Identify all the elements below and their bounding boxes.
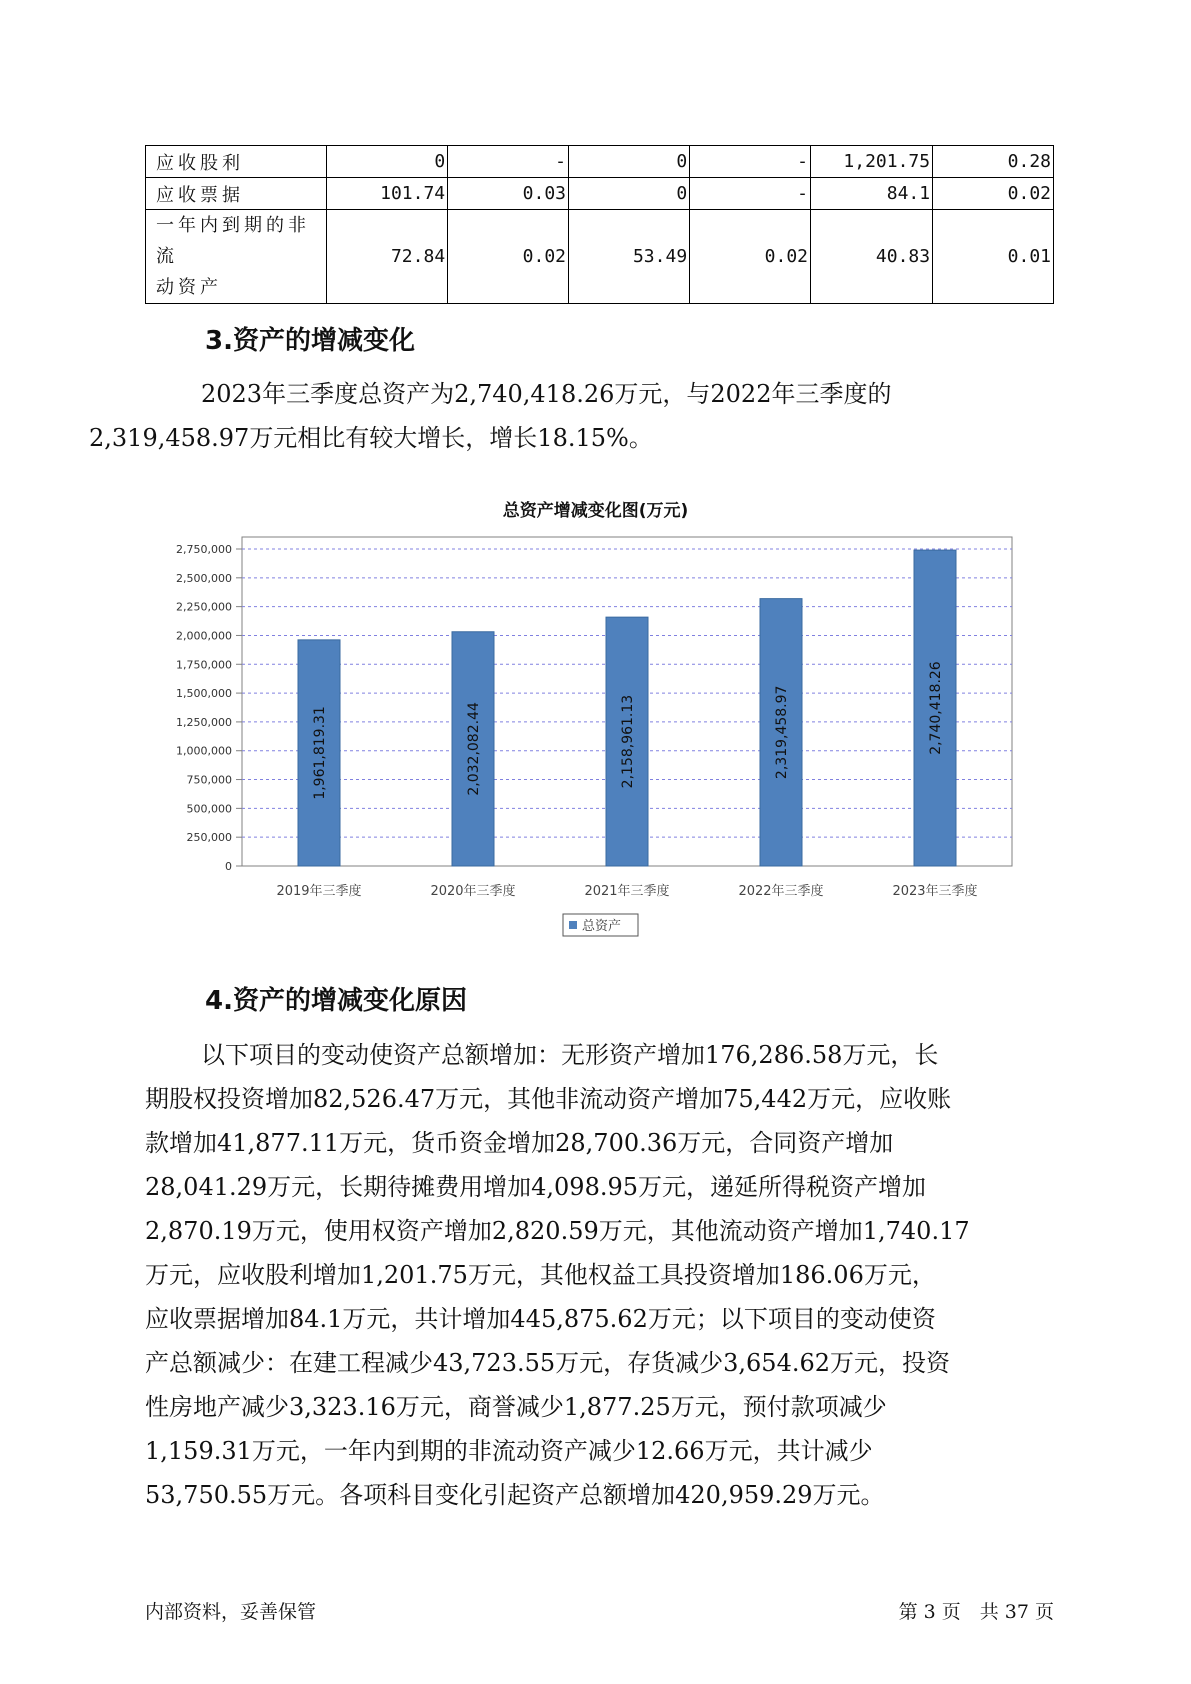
- paragraph-line: 2,870.19万元，使用权资产增加2,820.59万元，其他流动资产增加1,740.17: [145, 1217, 970, 1245]
- row-label-line: 一年内到期的非流: [156, 215, 310, 267]
- paragraph-line: 产总额减少：在建工程减少43,723.55万元，存货减少3,654.62万元，投资: [145, 1349, 951, 1377]
- y-tick-label: 500,000: [186, 802, 232, 816]
- table-cell: 0.01: [933, 210, 1054, 304]
- legend-swatch: [569, 921, 577, 929]
- paragraph-line: 应收票据增加84.1万元，共计增加445,875.62万元；以下项目的变动使资: [145, 1305, 936, 1333]
- bar-data-label: 2,032,082.44: [466, 702, 482, 796]
- y-tick-label: 1,750,000: [176, 658, 232, 672]
- table-cell: -: [448, 146, 569, 178]
- table-cell: 1,201.75: [811, 146, 933, 178]
- table-cell: 84.1: [811, 178, 933, 210]
- y-tick-label: 2,250,000: [176, 600, 232, 614]
- y-tick-label: 1,000,000: [176, 744, 232, 758]
- bar-data-label: 1,961,819.31: [312, 706, 328, 800]
- paragraph: [145, 1033, 1055, 1517]
- x-tick-label: 2019年三季度: [276, 884, 362, 899]
- y-tick-label: 0: [225, 860, 232, 873]
- paragraph-line: 万元，应收股利增加1,201.75万元，其他权益工具投资增加186.06万元，: [145, 1261, 936, 1289]
- y-tick-label: 2,750,000: [176, 543, 232, 556]
- paragraph-line: 1,159.31万元，一年内到期的非流动资产减少12.66万元，共计减少: [145, 1437, 873, 1465]
- y-tick-label: 1,500,000: [176, 687, 232, 701]
- paragraph-line: 性房地产减少3,323.16万元，商誉减少1,877.25万元，预付款项减少: [145, 1393, 887, 1421]
- table-cell: 0.28: [933, 146, 1054, 178]
- paragraph-line: 2023年三季度总资产为2,740,418.26万元，与2022年三季度的: [201, 380, 892, 408]
- table-cell: 0.03: [448, 178, 569, 210]
- table-cell: 0.02: [690, 210, 811, 304]
- row-label-line: 动资产: [156, 277, 222, 298]
- row-label: 应收股利: [146, 146, 327, 178]
- x-tick-label: 2021年三季度: [584, 884, 670, 899]
- y-tick-label: 750,000: [186, 773, 232, 787]
- footer-left: 内部资料，妥善保管: [145, 1601, 317, 1623]
- table-cell: -: [690, 178, 811, 210]
- section-heading: 4.资产的增减变化原因: [205, 986, 467, 1016]
- table-cell: 0: [326, 146, 447, 178]
- x-tick-label: 2022年三季度: [738, 884, 824, 899]
- paragraph-line: 2,319,458.97万元相比有较大增长，增长18.15%。: [89, 424, 653, 452]
- paragraph-line: 28,041.29万元，长期待摊费用增加4,098.95万元，递延所得税资产增加: [145, 1173, 927, 1201]
- paragraph-line: 款增加41,877.11万元，货币资金增加28,700.36万元，合同资产增加: [145, 1129, 894, 1157]
- y-tick-label: 2,500,000: [176, 571, 232, 585]
- chart-title: 总资产增减变化图(万元): [502, 501, 689, 521]
- x-tick-label: 2023年三季度: [892, 884, 978, 899]
- paragraph-line: 53,750.55万元。各项科目变化引起资产总额增加420,959.29万元。: [145, 1481, 885, 1509]
- paragraph-line: 以下项目的变动使资产总额增加：无形资产增加176,286.58万元，长: [201, 1041, 939, 1069]
- y-tick-label: 250,000: [186, 831, 232, 845]
- legend-label: 总资产: [582, 919, 622, 934]
- footer-page-number: 第 3 页 共 37 页: [898, 1601, 1054, 1623]
- row-label: 应收票据: [146, 178, 327, 210]
- y-tick-label: 1,250,000: [176, 715, 232, 729]
- bar-data-label: 2,158,961.13: [620, 694, 636, 789]
- table-cell: 101.74: [326, 178, 447, 210]
- y-tick-label: 2,000,000: [176, 629, 232, 643]
- table-cell: 53.49: [569, 210, 690, 304]
- bar-data-label: 2,740,418.26: [928, 661, 944, 755]
- paragraph-line: 期股权投资增加82,526.47万元，其他非流动资产增加75,442万元，应收账: [145, 1085, 952, 1113]
- table-cell: -: [690, 146, 811, 178]
- bar-data-label: 2,319,458.97: [774, 685, 790, 780]
- table-cell: 40.83: [811, 210, 933, 304]
- table-cell: 0.02: [448, 210, 569, 304]
- table-cell: 0.02: [933, 178, 1054, 210]
- x-tick-label: 2020年三季度: [430, 884, 516, 899]
- table-cell: 72.84: [326, 210, 447, 304]
- table-cell: 0: [569, 146, 690, 178]
- table-cell: 0: [569, 178, 690, 210]
- section-heading: 3.资产的增减变化: [205, 326, 415, 356]
